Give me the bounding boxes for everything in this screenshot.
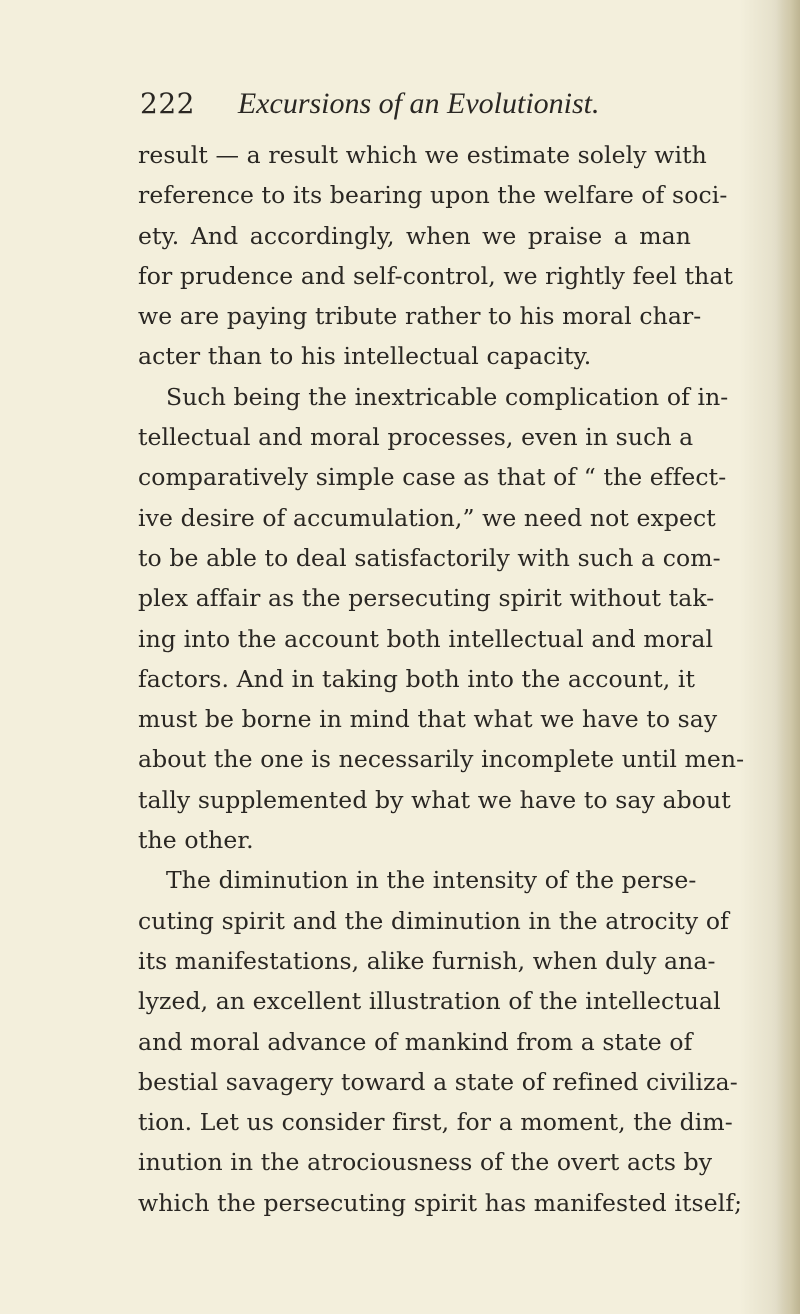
text-line: must be borne in mind that what we have to say	[138, 705, 718, 734]
text-line: ing into the account both intellectual and moral	[138, 624, 714, 653]
text-line: about the one is necessarily incomplete until men-	[138, 745, 745, 774]
text-line: factors. And in taking both into the account, it	[138, 664, 696, 693]
body-text	[138, 135, 745, 1223]
text-line: comparatively simple case as that of “ the effect-	[138, 463, 727, 492]
text-line: the other.	[138, 826, 254, 855]
text-line: plex affair as the persecuting spirit without tak-	[138, 584, 715, 613]
text-line: cuting spirit and the diminution in the atrocity of	[138, 906, 729, 935]
text-line: result — a result which we estimate solely with	[138, 141, 707, 169]
text-line: its manifestations, alike furnish, when duly ana-	[138, 946, 716, 975]
text-line: acter than to his intellectual capacity.	[138, 342, 592, 371]
text-line: The diminution in the intensity of the perse-	[166, 866, 697, 895]
text-line: and moral advance of mankind from a state of	[138, 1027, 693, 1056]
text-line: reference to its bearing upon the welfare of soci-	[138, 181, 728, 210]
text-line: for prudence and self-control, we rightly feel that	[138, 261, 734, 290]
text-line: inution in the atrociousness of the overt acts by	[138, 1148, 713, 1177]
page-edge-shadow	[776, 0, 800, 1314]
text-line: lyzed, an excellent illustration of the intellectual	[138, 987, 721, 1016]
text-line: ety. And accordingly, when we praise a man	[138, 221, 691, 250]
text-line: bestial savagery toward a state of refined civiliza-	[138, 1067, 738, 1096]
text-line: tion. Let us consider first, for a moment, the dim-	[138, 1108, 733, 1137]
page-header	[140, 84, 660, 124]
text-line: we are paying tribute rather to his moral char-	[138, 302, 702, 331]
text-line: tellectual and moral processes, even in such a	[138, 423, 694, 452]
text-line: to be able to deal satisfactorily with such a com-	[138, 543, 721, 572]
text-line: Such being the inextricable complication of in-	[166, 382, 729, 411]
page-number: 222	[140, 87, 195, 120]
text-line: which the persecuting spirit has manifested itself;	[138, 1188, 743, 1217]
running-title: Excursions of an Evolutionist.	[237, 87, 600, 120]
text-line: tally supplemented by what we have to say about	[138, 785, 731, 814]
text-line: ive desire of accumulation,” we need not expect	[138, 503, 716, 532]
